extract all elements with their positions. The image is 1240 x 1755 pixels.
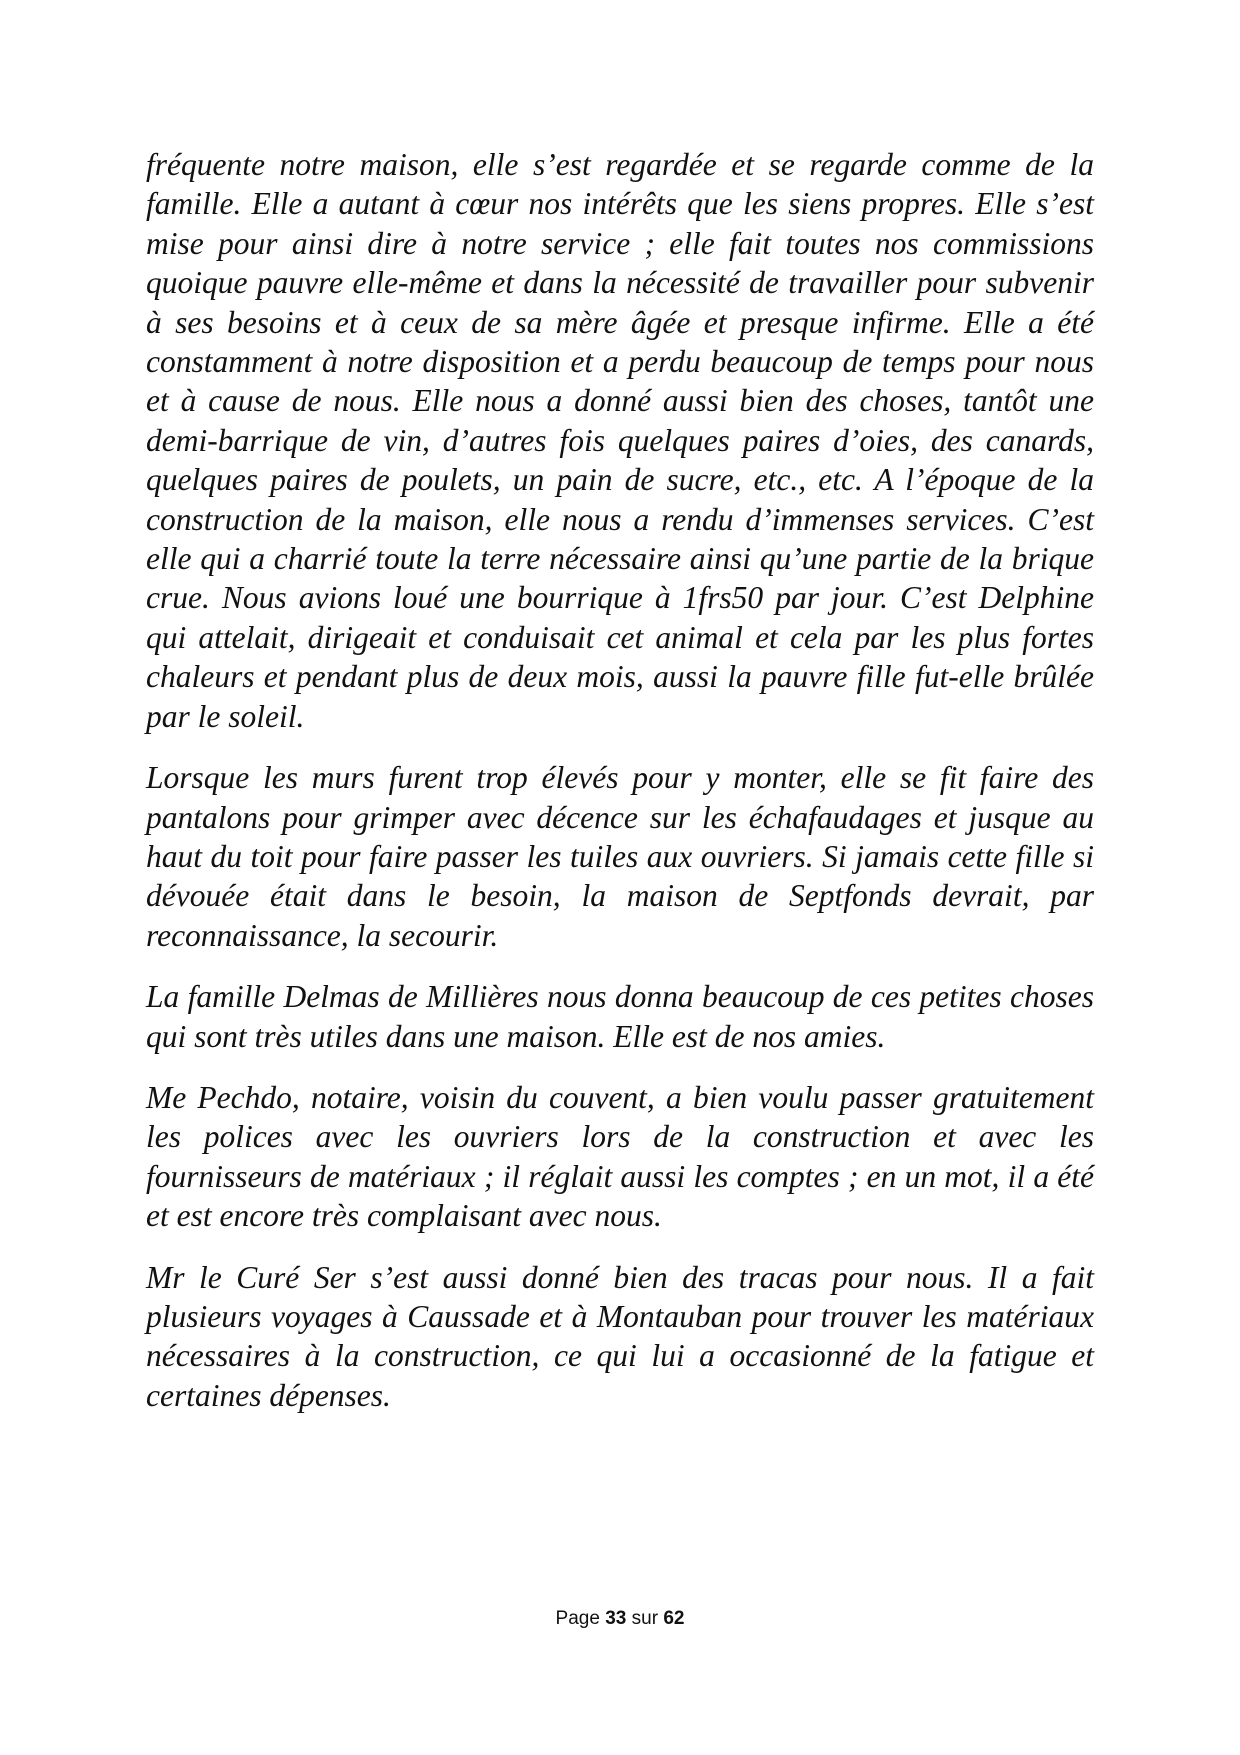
page-label: Page: [555, 1608, 600, 1629]
page-separator: sur: [631, 1608, 659, 1629]
paragraph-delphine-services: fréquente notre maison, elle s’est regardée et se regarde comme de la famille. Elle a autant à cœur nos intérêts que les siens propres. Elle s’est mise pour ainsi dire à notre service ; elle fait toutes nos commissions quoique pauvre elle-même et dans la nécessité de travailler pour subvenir à ses besoins et à ceux de sa mère âgée et presque infirme. Elle a été constamment à notre disposition et a perdu beaucoup de temps pour nous et à cause de nous. Elle nous a donné aussi bien des choses, tantôt une demi-barrique de vin, d’autres fois quelques paires d’oies, des canards, quelques paires de poulets, un pain de sucre, etc., etc. A l’époque de la construction de la maison, elle nous a rendu d’immenses services. C’est elle qui a charrié toute la terre nécessaire ainsi qu’une partie de la brique crue. Nous avions loué une bourrique à 1frs50 par jour. C’est Delphine qui attelait, dirigeait et conduisait cet animal et cela par les plus fortes chaleurs et pendant plus de deux mois, aussi la pauvre fille fut-elle brûlée par le soleil.: [146, 147, 1094, 734]
current-page-number: 33: [605, 1608, 627, 1629]
page-number-footer: [0, 1608, 1240, 1630]
paragraph-delmas-family: La famille Delmas de Millières nous donna beaucoup de ces petites choses qui sont très utiles dans une maison. Elle est de nos amies.: [146, 979, 1094, 1054]
paragraph-cure-ser: Mr le Curé Ser s’est aussi donné bien des tracas pour nous. Il a fait plusieurs voyages à Caussade et à Montauban pour trouver les matériaux nécessaires à la construction, ce qui lui a occasionné de la fatigue et certaines dépenses.: [146, 1259, 1094, 1413]
total-page-count: 62: [663, 1608, 685, 1629]
body-text: [146, 145, 1094, 1437]
paragraph-notary-pechdo: Me Pechdo, notaire, voisin du couvent, a bien voulu passer gratuitement les polices avec les ouvriers lors de la construction et avec les fournisseurs de matériaux ; il réglait aussi les comptes ; en un mot, il a été et est encore très complaisant avec nous.: [146, 1079, 1094, 1234]
paragraph-delphine-scaffolding: Lorsque les murs furent trop élevés pour y monter, elle se fit faire des pantalons pour grimper avec décence sur les échafaudages et jusque au haut du toit pour faire passer les tuiles aux ouvriers. Si jamais cette fille si dévouée était dans le besoin, la maison de Septfonds devrait, par reconnaissance, la secourir.: [146, 760, 1094, 953]
